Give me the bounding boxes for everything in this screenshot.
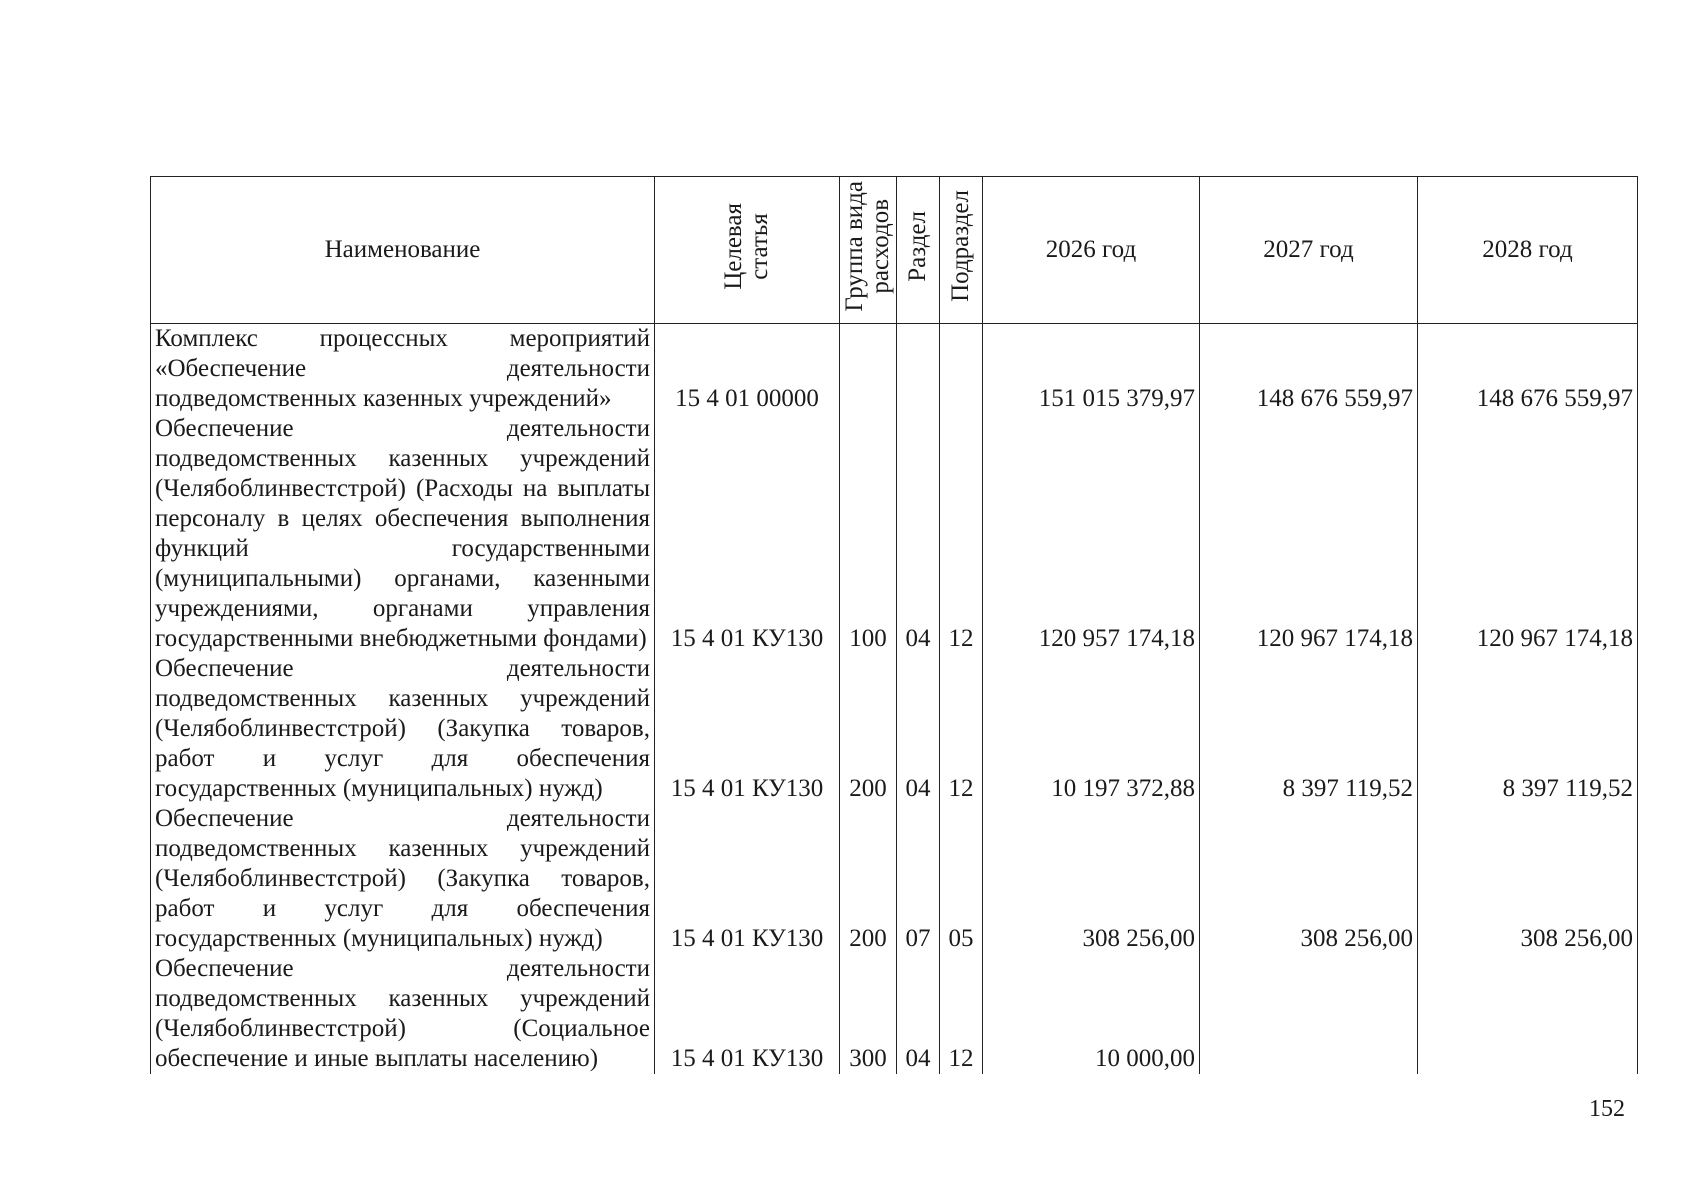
row-value-2028: 8 397 119,52 [1418, 654, 1638, 804]
table-row [151, 804, 1638, 954]
header-year-2026: 2026 год [983, 177, 1200, 324]
row-section: 07 [897, 804, 940, 954]
row-group: 300 [840, 954, 897, 1074]
row-group: 200 [840, 804, 897, 954]
header-row [151, 177, 1638, 324]
row-section: 04 [897, 414, 940, 654]
row-value-2026: 10 000,00 [983, 954, 1200, 1074]
row-subsection: 12 [940, 654, 983, 804]
header-expense-group: Группа вида расходов [840, 177, 897, 324]
row-article: 15 4 01 КУ130 [655, 414, 840, 654]
row-article: 15 4 01 КУ130 [655, 954, 840, 1074]
row-name: Обеспечение деятельности подведомственных казенных учреждений (Челябоблинвестстрой) (Расходы на выплаты персоналу в целях обеспечения выполнения функций государственными (муниципальными) органами, казенными учреждениями, органами управления государственными внебюджетными фондами) [151, 414, 655, 654]
row-value-2028: 308 256,00 [1418, 804, 1638, 954]
page-number: 152 [1589, 1096, 1625, 1122]
row-value-2026: 308 256,00 [983, 804, 1200, 954]
row-section: 04 [897, 954, 940, 1074]
row-value-2027: 120 967 174,18 [1200, 414, 1418, 654]
row-name: Обеспечение деятельности подведомственных казенных учреждений (Челябоблинвестстрой) (Закупка товаров, работ и услуг для обеспечения государственных (муниципальных) нужд) [151, 804, 655, 954]
row-value-2028: 120 967 174,18 [1418, 414, 1638, 654]
row-value-2027 [1200, 954, 1418, 1074]
header-article: Целевая статья [655, 177, 840, 324]
row-subsection [940, 324, 983, 415]
table-row [151, 414, 1638, 654]
row-value-2026: 10 197 372,88 [983, 654, 1200, 804]
row-name: Комплекс процессных мероприятий «Обеспечение деятельности подведомственных казенных учреждений» [151, 324, 655, 415]
header-name: Наименование [151, 177, 655, 324]
header-subsection: Подраздел [940, 177, 983, 324]
row-value-2028: 148 676 559,97 [1418, 324, 1638, 415]
row-section: 04 [897, 654, 940, 804]
row-group [840, 324, 897, 415]
row-section [897, 324, 940, 415]
row-value-2027: 148 676 559,97 [1200, 324, 1418, 415]
row-name: Обеспечение деятельности подведомственных казенных учреждений (Челябоблинвестстрой) (Социальное обеспечение и иные выплаты населению) [151, 954, 655, 1074]
row-value-2027: 308 256,00 [1200, 804, 1418, 954]
row-value-2028 [1418, 954, 1638, 1074]
row-subsection: 05 [940, 804, 983, 954]
row-article: 15 4 01 КУ130 [655, 804, 840, 954]
table-row [151, 654, 1638, 804]
table-row [151, 954, 1638, 1074]
header-year-2028: 2028 год [1418, 177, 1638, 324]
row-value-2027: 8 397 119,52 [1200, 654, 1418, 804]
row-article: 15 4 01 КУ130 [655, 654, 840, 804]
row-subsection: 12 [940, 414, 983, 654]
budget-table [150, 176, 1638, 1074]
table-row [151, 324, 1638, 415]
row-value-2026: 151 015 379,97 [983, 324, 1200, 415]
header-section: Раздел [897, 177, 940, 324]
row-article: 15 4 01 00000 [655, 324, 840, 415]
row-value-2026: 120 957 174,18 [983, 414, 1200, 654]
row-subsection: 12 [940, 954, 983, 1074]
row-group: 100 [840, 414, 897, 654]
row-name: Обеспечение деятельности подведомственных казенных учреждений (Челябоблинвестстрой) (Закупка товаров, работ и услуг для обеспечения государственных (муниципальных) нужд) [151, 654, 655, 804]
row-group: 200 [840, 654, 897, 804]
header-year-2027: 2027 год [1200, 177, 1418, 324]
